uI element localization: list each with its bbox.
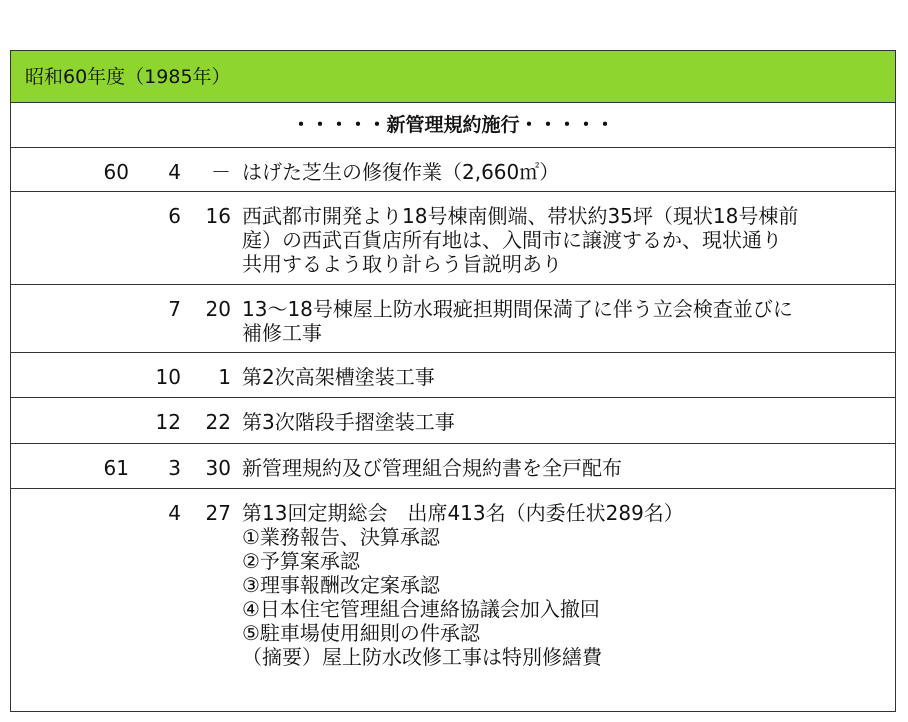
table-row — [11, 148, 895, 192]
event-line: 第13回定期総会 出席413名（内委任状289名） — [242, 501, 684, 525]
event-line: 13～18号棟屋上防水瑕疵担期間保満了に伴う立会検査並びに — [242, 297, 793, 321]
event-text — [242, 204, 882, 276]
agenda-item: ③理事報酬改定案承認 — [242, 573, 440, 597]
section-title: ・・・・・新管理規約施行・・・・・ — [11, 103, 895, 148]
agenda-item: ①業務報告、決算承認 — [242, 525, 440, 549]
table-row — [11, 444, 895, 489]
agenda-item: ⑤駐車場使用細則の件承認 — [242, 621, 480, 645]
fiscal-year-header: 昭和60年度（1985年） — [11, 51, 895, 103]
event-line: 西武都市開発より18号棟南側端、帯状約35坪（現状18号棟前 — [242, 204, 799, 228]
event-text — [242, 410, 882, 434]
summary-note: （摘要）屋上防水改修工事は特別修繕費 — [242, 645, 602, 669]
event-line: 庭）の西武百貨店所有地は、入間市に譲渡するか、現状通り — [242, 228, 782, 252]
month-cell: 4 — [168, 501, 181, 525]
month-cell: 6 — [168, 204, 181, 228]
event-text — [242, 365, 882, 389]
table-row — [11, 285, 895, 353]
event-line: 新管理規約及び管理組合規約書を全戸配布 — [242, 456, 622, 480]
agenda-item: ④日本住宅管理組合連絡協議会加入撤回 — [242, 597, 600, 621]
event-text — [242, 456, 882, 480]
history-table — [10, 50, 896, 712]
month-cell: 3 — [168, 456, 181, 480]
month-cell: 4 — [168, 160, 181, 184]
month-cell: 7 — [168, 297, 181, 321]
year-cell: 60 — [103, 160, 129, 184]
day-cell: 20 — [205, 297, 231, 321]
event-text — [242, 297, 882, 345]
day-cell: 30 — [205, 456, 231, 480]
month-cell: 12 — [155, 410, 181, 434]
event-line: 共用するよう取り計らう旨説明あり — [242, 252, 562, 276]
table-row — [11, 192, 895, 285]
day-cell: 27 — [205, 501, 231, 525]
month-cell: 10 — [155, 365, 181, 389]
day-cell: － — [211, 160, 231, 184]
event-text — [242, 160, 882, 184]
event-line: はげた芝生の修復作業（2,660㎡） — [242, 160, 560, 184]
agenda-item: ②予算案承認 — [242, 549, 360, 573]
event-line: 補修工事 — [242, 321, 322, 345]
table-row — [11, 398, 895, 444]
table-row — [11, 353, 895, 398]
event-text — [242, 501, 882, 669]
table-row — [11, 489, 895, 711]
day-cell: 1 — [218, 365, 231, 389]
day-cell: 22 — [205, 410, 231, 434]
day-cell: 16 — [205, 204, 231, 228]
event-line: 第3次階段手摺塗装工事 — [242, 410, 455, 434]
year-cell: 61 — [103, 456, 129, 480]
event-line: 第2次高架槽塗装工事 — [242, 365, 435, 389]
